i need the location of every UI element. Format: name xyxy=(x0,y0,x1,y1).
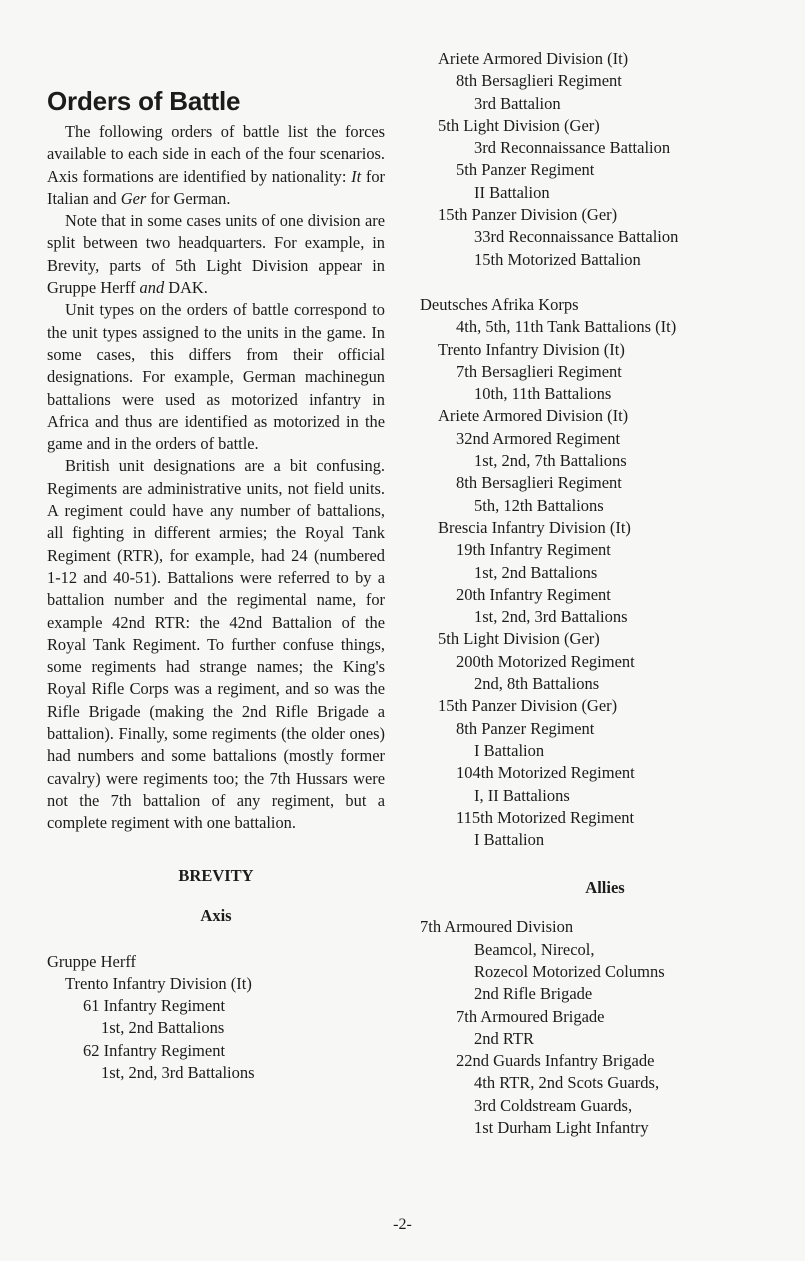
unit-line: 200th Motorized Regiment xyxy=(456,651,635,671)
unit-line: 7th Armoured Brigade xyxy=(456,1006,605,1026)
unit-line: 8th Panzer Regiment xyxy=(456,718,595,738)
axis-order-of-battle-continued xyxy=(420,48,790,271)
unit-line: I, II Battalions xyxy=(474,785,570,805)
formation-heading: 15th Panzer Division (Ger) xyxy=(438,205,618,225)
formation-heading: 15th Panzer Division (Ger) xyxy=(438,696,618,716)
unit-line: 115th Motorized Regiment xyxy=(456,807,635,827)
unit-line: 1st, 2nd, 7th Battalions xyxy=(474,451,627,471)
unit-line: 2nd, 8th Battalions xyxy=(474,674,600,694)
unit-line: 19th Infantry Regiment xyxy=(456,540,611,560)
unit-line: 62 Infantry Regiment xyxy=(83,1040,226,1060)
formation-heading: 7th Armoured Division xyxy=(420,917,574,937)
text-run: British unit designations are a bit confusing. Regiments are administrative units, not field units. A regiment could have any number of battalions, all fighting in different armies; the Royal Tank Regiment (RTR), for example, had 24 (numbered 1-12 and 40-51). Battalions were referred to by a battalion number and the regimental name, for example 42nd RTR: the 42nd Battalion of the Royal Tank Regiment. To further confuse things, some regiments had strange names; the King's Royal Rifle Corps was a regiment, and so was the Rifle Brigade (making the 2nd Rifle Brigade a battalion). Finally, some regiments (the older ones) had numbers and some battalions (mostly former cavalry) were regiments too; the 7th Hussars were not the 7th battalion of any regiment, but a complete regiment with one battalion. xyxy=(47,456,385,833)
formation-heading: Ariete Armored Division (It) xyxy=(438,49,629,68)
italic-run: and xyxy=(139,278,165,298)
unit-line: 33rd Reconnaissance Battalion xyxy=(474,227,679,247)
axis-heading: Axis xyxy=(200,905,232,925)
italic-run: It xyxy=(351,166,362,186)
allies-heading: Allies xyxy=(585,878,625,898)
split-division-paragraph xyxy=(47,210,385,299)
axis-order-of-battle xyxy=(47,951,385,1085)
text-run: Note that in some cases units of one division are split between two headquarters. For example, in Brevity, parts of 5th Light Division appear in Gruppe Herff xyxy=(47,211,385,298)
unit-line: Beamcol, Nirecol, xyxy=(474,939,595,959)
unit-line: 1st Durham Light Infantry xyxy=(474,1118,649,1138)
unit-line: 3rd Coldstream Guards, xyxy=(474,1095,633,1115)
unit-line: 1st, 2nd Battalions xyxy=(101,1018,225,1038)
formation-heading: Ariete Armored Division (It) xyxy=(438,406,629,426)
unit-line: 5th Panzer Regiment xyxy=(456,160,595,180)
unit-line: 2nd Rifle Brigade xyxy=(474,984,593,1004)
unit-line: 10th, 11th Battalions xyxy=(474,384,612,404)
unit-line: II Battalion xyxy=(474,182,550,202)
unit-line: 5th, 12th Battalions xyxy=(474,495,604,515)
formation-heading: Deutsches Afrika Korps xyxy=(420,294,579,314)
unit-line: 104th Motorized Regiment xyxy=(456,763,635,783)
formation-heading: Brescia Infantry Division (It) xyxy=(438,517,631,537)
formation-heading: 5th Light Division (Ger) xyxy=(438,629,600,649)
allies-order-of-battle xyxy=(420,916,790,1139)
right-column xyxy=(420,48,790,1139)
formation-heading: Trento Infantry Division (It) xyxy=(438,339,625,359)
formation-heading: Trento Infantry Division (It) xyxy=(65,973,252,993)
unit-line: 32nd Armored Regiment xyxy=(456,428,621,448)
unit-line: 20th Infantry Regiment xyxy=(456,584,611,604)
text-run: DAK. xyxy=(164,278,208,298)
formation-heading: Gruppe Herff xyxy=(47,951,137,971)
unit-line: 1st, 2nd, 3rd Battalions xyxy=(101,1062,255,1082)
intro-paragraph xyxy=(47,121,385,210)
unit-line: 4th, 5th, 11th Tank Battalions (It) xyxy=(456,317,677,337)
unit-line: 4th RTR, 2nd Scots Guards, xyxy=(474,1073,660,1093)
unit-line: 3rd Reconnaissance Battalion xyxy=(474,138,671,158)
text-run: for Italian and xyxy=(47,166,385,208)
page-number: -2- xyxy=(393,1216,412,1233)
unit-line: 15th Motorized Battalion xyxy=(474,249,641,269)
text-run: Unit types on the orders of battle correspond to the unit types assigned to the units in the game. In some cases, this differs from their official designations. For example, German machinegun battalions were used as motorized infantry in Africa and thus are identified as motorized in the game and in the orders of battle. xyxy=(47,300,385,454)
afrika-korps-order-of-battle xyxy=(420,294,790,851)
unit-line: 1st, 2nd, 3rd Battalions xyxy=(474,607,628,627)
british-designations-paragraph xyxy=(47,455,385,834)
left-column xyxy=(47,86,385,1084)
unit-line: 61 Infantry Regiment xyxy=(83,996,226,1016)
unit-line: 8th Bersaglieri Regiment xyxy=(456,71,622,91)
unit-line: I Battalion xyxy=(474,740,545,760)
unit-line: 8th Bersaglieri Regiment xyxy=(456,473,622,493)
text-run: for German. xyxy=(146,188,231,208)
unit-line: 2nd RTR xyxy=(474,1028,534,1048)
page-title: Orders of Battle xyxy=(47,86,241,116)
unit-line: 3rd Battalion xyxy=(474,93,561,113)
scenario-heading: BREVITY xyxy=(178,865,254,885)
unit-line: Rozecol Motorized Columns xyxy=(474,961,665,981)
unit-line: 1st, 2nd Battalions xyxy=(474,562,598,582)
unit-line: I Battalion xyxy=(474,830,545,850)
italic-run: Ger xyxy=(120,188,147,208)
unit-line: 22nd Guards Infantry Brigade xyxy=(456,1051,655,1071)
formation-heading: 5th Light Division (Ger) xyxy=(438,115,600,135)
text-run: The following orders of battle list the forces available to each side in each of the four scenarios. Axis formations are identified by nationality: xyxy=(47,122,385,186)
unit-line: 7th Bersaglieri Regiment xyxy=(456,361,622,381)
unit-types-paragraph xyxy=(47,299,385,455)
